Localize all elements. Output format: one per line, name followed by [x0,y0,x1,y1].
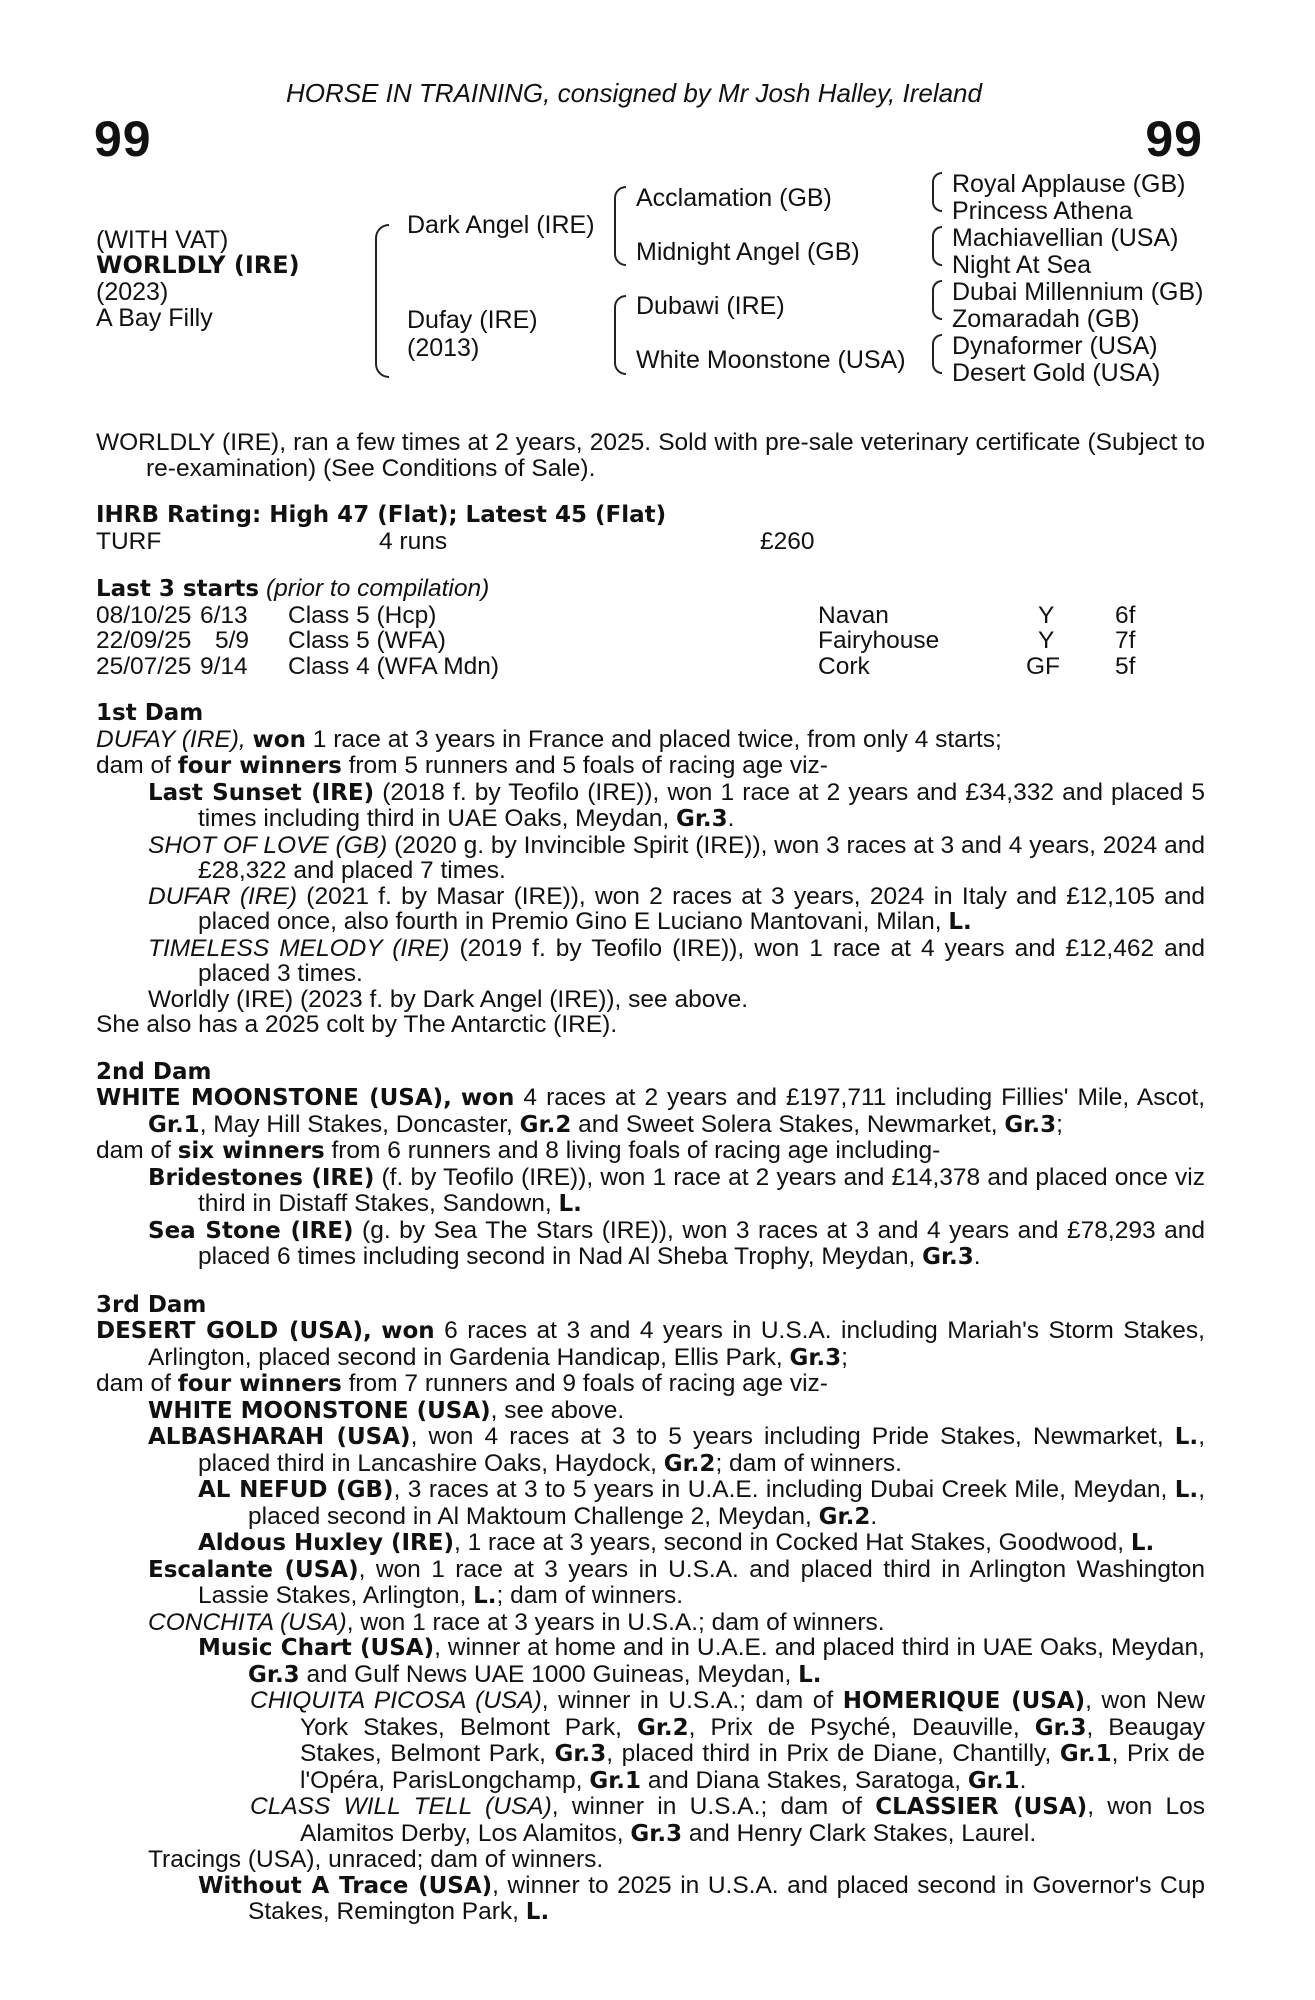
dam-record: 1 race at 3 years in France and placed twice, from only 4 starts; [312,725,1002,753]
second-dam-heading: 2nd Dam [96,1058,212,1085]
produce-record: (2019 f. by Teofilo (IRE)), won 1 race at 4 years and £12,462 and placed 3 times. [198,934,1205,987]
catalogue-header: HORSE IN TRAINING, consigned by Mr Josh Halley, Ireland [286,78,982,108]
produce-record: , won Los Alamitos Derby, Los Alamitos, [300,1793,1206,1847]
grade-label: L. [948,909,972,935]
produce-record: , placed third in Lancashire Oaks, Haydock, [198,1423,1205,1477]
ggp-8: Desert Gold (USA) [952,359,1161,387]
ggp-7: Dynaformer (USA) [952,332,1158,360]
produce-name: Music Chart (USA) [198,1635,435,1661]
grade-label: L. [1174,1477,1199,1503]
produce-name: HOMERIQUE (USA) [842,1688,1086,1714]
horse-name: WORLDLY (IRE) [96,251,300,279]
produce-entry [96,1218,1205,1271]
produce-record: , 3 races at 3 to 5 years in U.A.E. including Dubai Creek Mile, Meydan, [393,1476,1168,1503]
produce-entry: Worldly (IRE) (2023 f. by Dark Angel (IRE)), see above. [148,985,749,1013]
vat-note: (WITH VAT) [96,226,229,254]
produce-record: and Henry Clark Stakes, Laurel. [688,1819,1037,1847]
grade-label: Gr.1 [589,1767,641,1794]
start-position: 6/13 [200,601,248,629]
lot-number-right: 99 [1145,111,1203,167]
produce-record: , Beaugay Stakes, Belmont Park, [300,1713,1205,1767]
dam-of-label: dam of [96,752,171,779]
rating-surface: TURF [96,527,162,555]
produce-record: , Prix de Psyché, Deauville, [688,1713,1020,1741]
produce-name: WHITE MOONSTONE (USA) [148,1397,491,1424]
grade-label: Gr.3 [248,1661,300,1688]
produce-entry [96,1165,1205,1218]
ggp-4: Night At Sea [952,251,1091,279]
pedigree-brace-g2 [932,226,942,266]
produce-entry [96,1398,1205,1425]
produce-name: Without A Trace (USA) [198,1872,493,1899]
pedigree-brace-dam [614,295,626,375]
produce-record: , winner in U.S.A.; dam of [541,1687,834,1714]
punctuation: . [870,1502,878,1530]
produce-entry [96,884,1205,936]
produce-record: (2020 g. by Invincible Spirit (IRE)), won 3 races at 3 and 4 years, 2024 and £28,322 and placed 7 times. [198,831,1206,884]
grade-label: Gr.1 [148,1111,200,1138]
start-going: Y [1038,601,1055,629]
produce-record: (2018 f. by Teofilo (IRE)), won 1 race at 2 years and £34,332 and placed 5 times including third in UAE Oaks, Meydan, [198,778,1206,832]
produce-name: Last Sunset (IRE) [148,779,375,806]
starts-note: (prior to compilation) [265,575,490,602]
grade-label: Gr.3 [789,1344,842,1371]
dam-name: Dufay (IRE) [407,306,538,334]
grade-label: Gr.3 [922,1244,974,1270]
produce-record: ; dam of winners. [496,1582,684,1609]
first-dam-heading: 1st Dam [96,700,204,726]
produce-record: , won 1 race at 3 years in U.S.A. and placed third in Arlington Washington Lassie Stakes, Arlington, [198,1555,1205,1609]
produce-entry [96,1688,1205,1794]
punctuation: ; [1056,1110,1063,1138]
start-going: Y [1038,627,1055,654]
won-label: won [252,726,306,753]
dam-of-label: dam of [96,1137,171,1164]
produce-summary: from 5 runners and 5 foals of racing age viz- [348,752,828,779]
rating-section [96,503,1205,554]
produce-name: CLASSIER (USA) [875,1794,1088,1820]
grade-label: L. [1174,1424,1199,1450]
dam-dam: White Moonstone (USA) [636,346,906,374]
start-distance: 5f [1115,652,1136,680]
produce-entry [96,833,1205,884]
winners-count: four winners [177,753,342,779]
dam-name: DESERT GOLD (USA), [96,1318,372,1344]
produce-name: DUFAR (IRE) [148,882,297,910]
sire-sire: Acclamation (GB) [636,184,832,212]
produce-record: and Diana Stakes, Saratoga, [647,1766,962,1794]
start-course: Cork [818,652,870,680]
produce-record: (2021 f. by Masar (IRE)), won 2 races at 3 years, 2024 in Italy and £12,105 and placed once, also fourth in Premio Gino E Luciano Mantovani, Milan, [198,882,1205,935]
start-date: 25/07/25 [96,652,192,680]
punctuation: ; [841,1343,848,1371]
ggp-3: Machiavellian (USA) [952,224,1179,252]
rating-heading: IHRB Rating: High 47 (Flat); Latest 45 (Flat) [96,502,667,528]
produce-name: SHOT OF LOVE (GB) [148,831,388,859]
produce-record: , winner in U.S.A.; dam of [551,1793,862,1820]
sire-dam: Midnight Angel (GB) [636,238,860,266]
produce-record: , won 1 race at 3 years in U.S.A.; dam of winners. [346,1608,885,1636]
produce-record: , placed third in Prix de Diane, Chantilly, [606,1740,1052,1767]
produce-record: , see above. [490,1396,625,1424]
produce-record: , placed second in Al Maktoum Challenge 2, Meydan, [248,1476,1205,1530]
start-course: Fairyhouse [818,627,940,654]
grade-label: Gr.3 [630,1820,683,1847]
produce-record: (g. by Sea The Stars (IRE)), won 3 races at 3 and 4 years and £78,293 and placed 6 times including second in Nad Al Sheba Trophy, Meydan, [198,1216,1205,1270]
produce-record: , won New York Stakes, Belmont Park, [300,1687,1205,1741]
start-course: Navan [818,601,889,629]
produce-entry [96,1794,1205,1847]
start-row [96,603,1205,629]
grade-label: Gr.1 [967,1767,1020,1794]
punctuation: . [973,1243,981,1270]
produce-entry: Tracings (USA), unraced; dam of winners. [148,1846,604,1873]
produce-record: , 1 race at 3 years, second in Cocked Hat Stakes, Goodwood, [453,1529,1124,1556]
grade-label: L. [558,1191,582,1217]
intro-text: WORLDLY (IRE), ran a few times at 2 years, 2025. Sold with pre-sale veterinary certificate (Subject to re-examination) (See Conditions of Sale). [96,429,1205,482]
start-class: Class 5 (Hcp) [288,601,437,629]
grade-label: Gr.3 [554,1741,607,1767]
second-dam-section [96,1060,1205,1271]
third-dam-section [96,1293,1205,1926]
produce-record: and Gulf News UAE 1000 Guineas, Meydan, [306,1660,792,1688]
lot-number-left: 99 [94,111,152,167]
pedigree-brace-g3 [932,280,942,320]
starts-heading: Last 3 starts [96,576,260,602]
grade-label: L. [473,1583,497,1609]
start-distance: 7f [1115,627,1136,654]
produce-name: Escalante (USA) [148,1556,359,1583]
start-row [96,628,1205,654]
pedigree-brace-sire [614,186,626,266]
grade-label: Gr.3 [675,806,728,832]
grade-label: Gr.2 [663,1450,716,1477]
grade-label: Gr.3 [1004,1111,1057,1138]
produce-name: AL NEFUD (GB) [198,1477,394,1503]
pedigree-brace-g4 [932,334,942,374]
catalogue-body [96,430,1205,1926]
dam-sire: Dubawi (IRE) [636,292,785,320]
produce-summary: from 6 runners and 8 living foals of racing age including- [331,1137,941,1164]
start-class: Class 4 (WFA Mdn) [288,652,500,680]
sire-name: Dark Angel (IRE) [407,211,595,239]
starts-section [96,576,1205,679]
ggp-6: Zomaradah (GB) [952,305,1140,333]
produce-entry [96,1610,1205,1636]
dam-of-label: dam of [96,1370,171,1397]
dam-year: (2013) [407,334,480,362]
ggp-5: Dubai Millennium (GB) [952,278,1204,306]
winners-count: six winners [177,1138,325,1164]
produce-record: , Prix de l'Opéra, ParisLongchamp, [300,1740,1206,1794]
grade-label: Gr.2 [519,1111,572,1138]
produce-entry [96,1635,1205,1688]
produce-entry [96,1424,1205,1477]
produce-name: TIMELESS MELODY (IRE) [148,934,450,962]
grade-label: L. [525,1899,550,1925]
start-position: 5/9 [215,627,250,654]
dam-name: WHITE MOONSTONE (USA), [96,1085,452,1111]
start-going: GF [1026,652,1061,680]
won-label: won [381,1318,435,1344]
won-label: won [460,1085,515,1111]
produce-summary: from 7 runners and 9 foals of racing age viz- [348,1370,828,1397]
first-dam-section [96,701,1205,1038]
produce-name: CLASS WILL TELL (USA) [250,1793,552,1820]
start-row [96,654,1205,680]
pedigree-brace-g1 [932,172,942,212]
produce-name: Bridestones (IRE) [148,1164,375,1191]
grade-label: Gr.1 [1059,1741,1112,1767]
punctuation: . [727,805,735,832]
grade-label: Gr.2 [636,1714,689,1741]
produce-name: ALBASHARAH (USA) [148,1424,411,1450]
produce-record: , winner at home and in U.A.E. and placed third in UAE Oaks, Meydan, [434,1634,1205,1661]
record-text: and Sweet Solera Stakes, Newmarket, [578,1110,998,1138]
produce-entry [96,1873,1205,1926]
ggp-1: Royal Applause (GB) [952,170,1186,198]
dam-record [96,1318,1205,1371]
produce-name: Aldous Huxley (IRE) [198,1530,454,1556]
produce-name: CHIQUITA PICOSA (USA) [250,1687,542,1714]
produce-record: , won 4 races at 3 to 5 years including Pride Stakes, Newmarket, [410,1423,1164,1450]
produce-entry [96,936,1205,987]
rating-earnings: £260 [760,527,815,555]
pedigree-brace-main [375,224,389,378]
start-position: 9/14 [200,652,248,680]
third-dam-heading: 3rd Dam [96,1291,207,1318]
grade-label: L. [1130,1530,1155,1556]
produce-record: (f. by Teofilo (IRE)), won 1 race at 2 years and £14,378 and placed once viz third in Distaff Stakes, Sandown, [198,1163,1205,1217]
record-text: 4 races at 2 years and £197,711 including Fillies' Mile, Ascot, [523,1084,1206,1111]
grade-label: Gr.3 [1034,1714,1087,1741]
horse-year: (2023) [96,278,169,306]
produce-note: She also has a 2025 colt by The Antarctic (IRE). [96,1011,618,1038]
produce-record: ; dam of winners. [715,1449,902,1477]
grade-label: L. [798,1661,822,1688]
horse-description: A Bay Filly [96,304,213,332]
produce-record: , winner to 2025 in U.S.A. and placed second in Governor's Cup Stakes, Remington Park, [248,1871,1205,1925]
dam-name: DUFAY (IRE), [96,725,246,753]
record-text: 6 races at 3 and 4 years in U.S.A. including Mariah's Storm Stakes, Arlington, placed second in Gardenia Handicap, Ellis Park, [148,1317,1205,1371]
winners-count: four winners [177,1371,342,1397]
grade-label: Gr.2 [818,1503,871,1530]
produce-name: Sea Stone (IRE) [148,1217,354,1244]
produce-entry [96,1477,1205,1530]
record-text: , May Hill Stakes, Doncaster, [199,1110,513,1138]
start-class: Class 5 (WFA) [288,627,446,654]
punctuation: . [1019,1766,1027,1794]
produce-entry [96,780,1205,833]
start-date: 22/09/25 [96,627,192,654]
rating-row [96,529,1205,555]
start-date: 08/10/25 [96,601,192,629]
produce-entry [96,1557,1205,1610]
rating-runs: 4 runs [379,527,448,555]
ggp-2: Princess Athena [952,197,1133,225]
start-distance: 6f [1115,601,1136,629]
produce-entry [96,1530,1205,1557]
dam-record [96,1085,1205,1138]
produce-name: CONCHITA (USA) [148,1608,347,1636]
